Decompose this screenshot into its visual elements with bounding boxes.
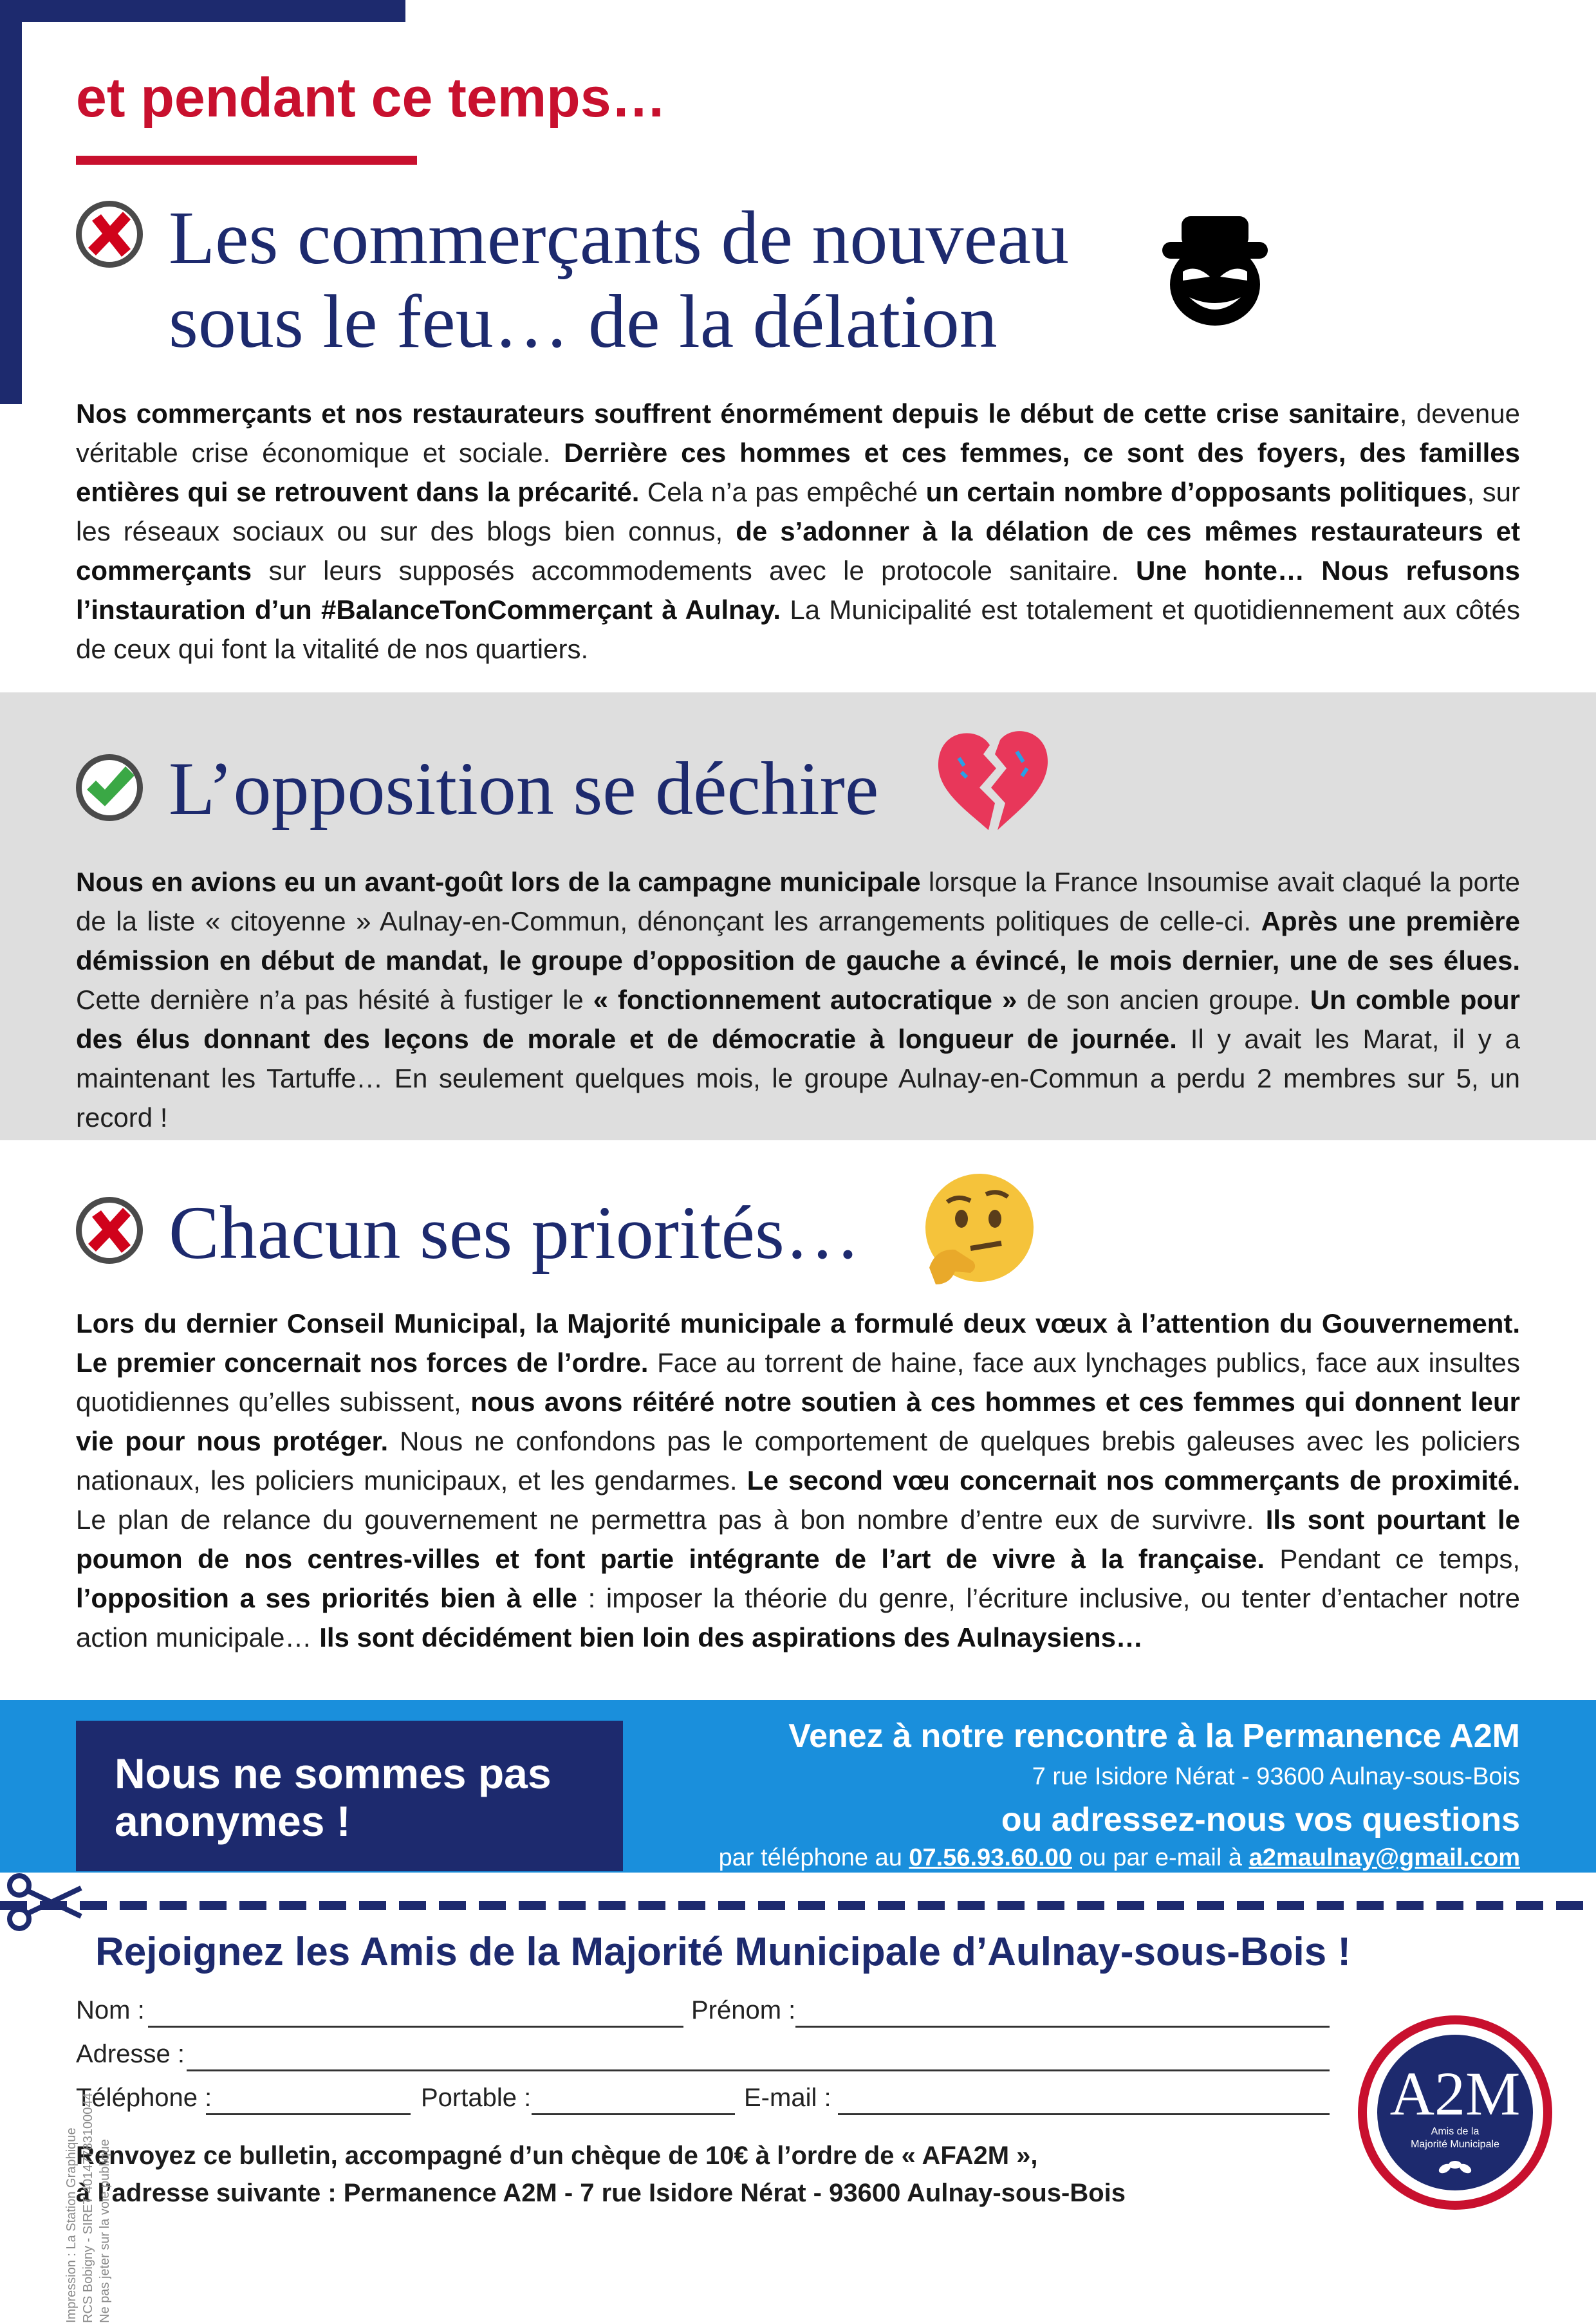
text-run: , sur les réseaux sociaux ou sur des blogs bien connus, — [76, 477, 1520, 546]
anonymous-line1: Nous ne sommes pas — [115, 1750, 552, 1797]
section-title: Chacun ses priorités… — [169, 1190, 860, 1275]
email-field[interactable] — [838, 2113, 1330, 2115]
imprint-line3: Ne pas jeter sur la voie publique — [98, 2139, 112, 2323]
banner-invite: Venez à notre rencontre à la Permanence A2M — [788, 1717, 1520, 1755]
text-run: Il y avait les Marat, il y a maintenant les Tartuffe… En seulement quelques mois, le groupe Aulnay-en-Commun a perdu 2 membres sur 5, un record ! — [76, 1024, 1520, 1133]
text-run: Face au torrent de haine, face aux lynchages publics, face aux insultes quotidiennes qu’elles subissent, — [76, 1347, 1520, 1417]
nom-field[interactable] — [148, 2026, 683, 2028]
prenom-field[interactable] — [795, 2026, 1330, 2028]
portable-field[interactable] — [532, 2113, 735, 2115]
page-kicker: et pendant ce temps… — [76, 67, 667, 129]
bold-run: Ils sont décidément bien loin des aspirations des Aulnaysiens… — [319, 1622, 1143, 1652]
section-paragraph — [76, 394, 1520, 669]
kicker-underline — [76, 156, 417, 165]
email-link[interactable]: a2maulnay@gmail.com — [1248, 1844, 1520, 1871]
bold-run: Après une première démission en début de mandat, le groupe d’opposition de gauche a évincé, le mois dernier, une de ses élues. — [76, 906, 1520, 976]
logo-mark: A2M — [1389, 2059, 1521, 2128]
imprint-line1: Impression : La Station Graphique — [64, 2127, 79, 2323]
bold-run: nous avons réitéré notre soutien à ces hommes et ces femmes qui donnent leur vie pour nous protéger. — [76, 1387, 1520, 1456]
logo-caption-line1: Amis de la — [1431, 2126, 1480, 2137]
broken-heart-icon — [933, 726, 1053, 835]
text-run: La Municipalité est totalement et quotidiennement aux côtés de ceux qui font la vitalité de nos quartiers. — [76, 595, 1520, 664]
masked-face-icon — [1157, 212, 1273, 328]
section-title-line1: Les commerçants de nouveau — [169, 196, 1070, 280]
laurel-icon — [1436, 2156, 1474, 2181]
prenom-label: Prénom : — [691, 1996, 796, 2024]
adresse-field[interactable] — [187, 2069, 1330, 2071]
text-run: : imposer la théorie du genre, l’écriture inclusive, ou tenter d’entacher notre action municipale… — [76, 1583, 1520, 1652]
contact-middle: ou par e-mail à — [1072, 1844, 1249, 1871]
form-title: Rejoignez les Amis de la Majorité Municipale d’Aulnay-sous-Bois ! — [95, 1930, 1351, 1974]
text-run: Le plan de relance du gouvernement ne permettra pas à bon nombre d’entre eux de survivre. — [76, 1504, 1266, 1535]
nom-label: Nom : — [76, 1996, 145, 2024]
phone-link[interactable]: 07.56.93.60.00 — [909, 1844, 1072, 1871]
bold-run: Un comble pour des élus donnant des leçons de morale et de démocratie à longueur de journée. — [76, 985, 1521, 1054]
form-instructions-line1: Renvoyez ce bulletin, accompagné d’un chèque de 10€ à l’ordre de « AFA2M », — [76, 2142, 1038, 2170]
frame-corner-horizontal — [0, 0, 405, 22]
section-paragraph — [76, 1304, 1520, 1657]
logo-caption-line2: Majorité Municipale — [1411, 2139, 1499, 2150]
bold-run: Derrière ces hommes et ces femmes, ce sont des foyers, des familles entières qui se retrouvent dans la précarité. — [76, 438, 1521, 507]
bold-run: Le second vœu concernait nos commerçants de proximité. — [747, 1465, 1520, 1495]
telephone-label: Téléphone : — [76, 2084, 212, 2112]
check-icon — [76, 754, 143, 821]
bold-run: un certain nombre d’opposants politiques — [925, 477, 1467, 507]
adresse-label: Adresse : — [76, 2040, 185, 2068]
telephone-field[interactable] — [206, 2113, 411, 2115]
a2m-logo — [1358, 2015, 1552, 2210]
text-run: de son ancien groupe. — [1017, 985, 1310, 1015]
banner-contact — [719, 1844, 1520, 1872]
bold-run: Lors du dernier Conseil Municipal, la Majorité municipale a formulé deux vœux à l’attention du Gouvernement. Le premier concernait nos forces de l’ordre. — [76, 1308, 1520, 1378]
contact-prefix: par téléphone au — [718, 1844, 909, 1871]
imprint-line2: RCS Bobigny - SIRET 40147783100044 — [81, 2093, 95, 2323]
cut-line — [0, 1901, 1596, 1910]
banner-address: 7 rue Isidore Nérat - 93600 Aulnay-sous-Bois — [1032, 1763, 1520, 1790]
bold-run: Nos commerçants et nos restaurateurs souffrent énormément depuis le début de cette crise sanitaire — [76, 398, 1400, 429]
anonymous-line2: anonymes ! — [115, 1797, 351, 1845]
text-run: lorsque la France Insoumise avait claqué la porte de la liste « citoyenne » Aulnay-en-Commun, dénonçant les arrangements politiques de celle-ci. — [76, 867, 1520, 936]
text-run: Cela n’a pas empêché — [639, 477, 926, 507]
form-instructions-line2: à l’adresse suivante : Permanence A2M - 7 rue Isidore Nérat - 93600 Aulnay-sous-Bois — [76, 2179, 1126, 2207]
section-title: L’opposition se déchire — [169, 746, 879, 831]
text-run: Pendant ce temps, — [1264, 1544, 1520, 1574]
frame-corner-vertical — [0, 0, 22, 404]
email-label: E-mail : — [744, 2084, 831, 2112]
portable-label: Portable : — [421, 2084, 532, 2112]
cross-icon — [76, 201, 143, 268]
bold-run: « fonctionnement autocratique » — [593, 985, 1017, 1015]
section-paragraph — [76, 862, 1520, 1137]
bold-run: Nous en avions eu un avant-goût lors de la campagne municipale — [76, 867, 921, 897]
bold-run: Ils sont pourtant le poumon de nos centres-villes et font partie intégrante de l’art de vivre à la française. — [76, 1504, 1520, 1574]
cross-icon — [76, 1197, 143, 1264]
text-run: , devenue véritable crise économique et sociale. — [76, 398, 1520, 468]
bold-run: Une honte… Nous refusons l’instauration d’un #BalanceTonCommerçant à Aulnay. — [76, 555, 1520, 625]
section-title-line2: sous le feu… de la délation — [169, 279, 998, 364]
bold-run: l’opposition a ses priorités bien à elle — [76, 1583, 577, 1613]
text-run: Cette dernière n’a pas hésité à fustiger le — [76, 985, 593, 1015]
banner-ask: ou adressez-nous vos questions — [1001, 1801, 1520, 1838]
thinking-face-icon — [916, 1171, 1036, 1291]
text-run: sur leurs supposés accommodements avec le protocole sanitaire. — [252, 555, 1136, 586]
text-run: Nous ne confondons pas le comportement de quelques brebis galeuses avec les policiers nationaux, les policiers municipaux, et les gendarmes. — [76, 1426, 1520, 1495]
bold-run: de s’adonner à la délation de ces mêmes restaurateurs et commerçants — [76, 516, 1520, 586]
